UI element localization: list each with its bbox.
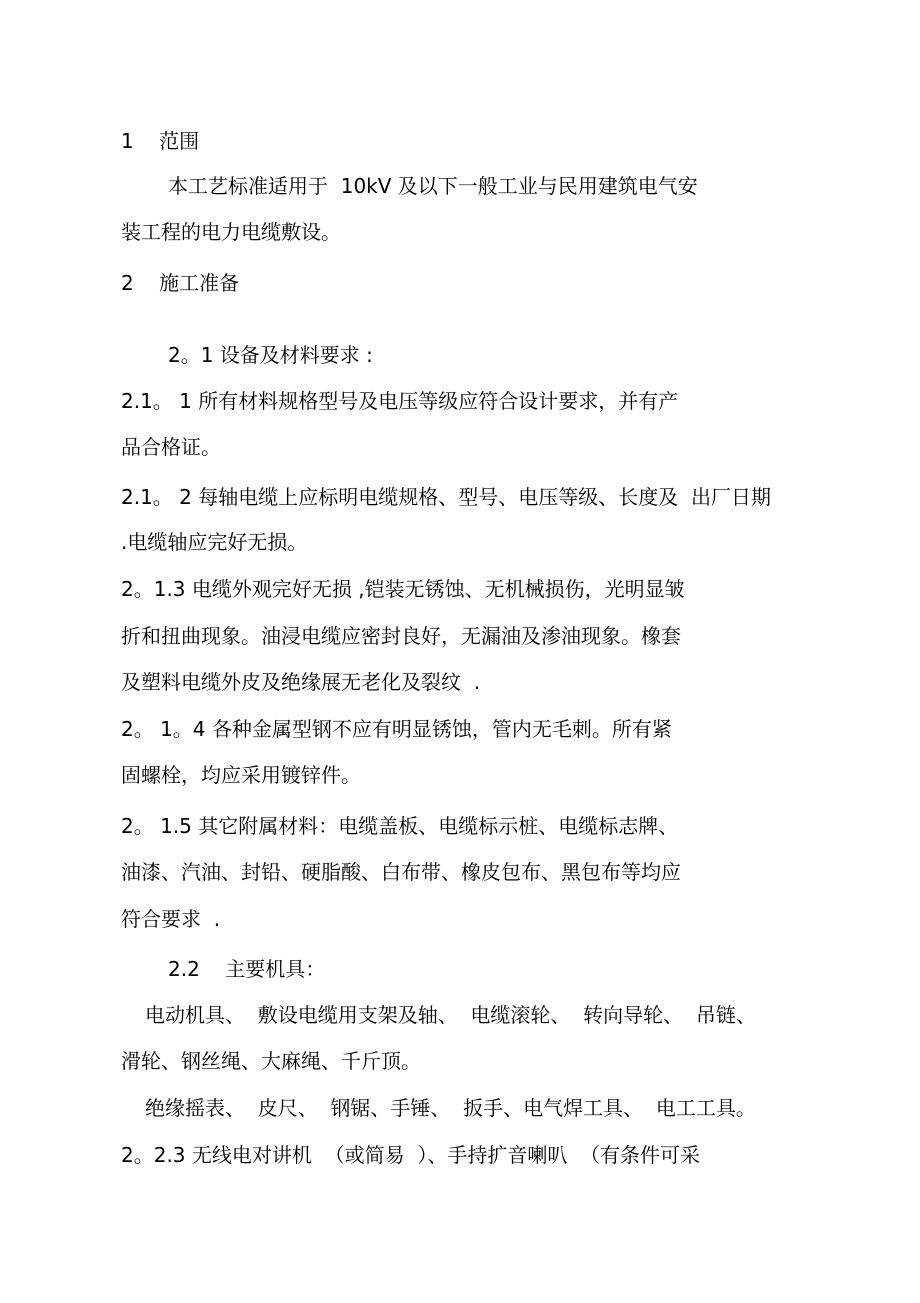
paragraph-line: 品合格证。	[121, 435, 221, 459]
section-1-heading: 1 范围	[121, 129, 200, 153]
paragraph-line: 符合要求 .	[121, 907, 221, 931]
subsection-2-1-heading: 2。1 设备及材料要求 :	[168, 343, 373, 367]
paragraph-line: 2。 1。4 各种金属型钢不应有明显锈蚀，管内无毛刺。所有紧	[121, 717, 672, 741]
paragraph-line: 2。1.3 电缆外观完好无损 ,铠装无锈蚀、无机械损伤，光明显皱	[121, 577, 685, 601]
paragraph-line: 电动机具、 敷设电缆用支架及轴、 电缆滚轮、 转向导轮、 吊链、	[145, 1003, 756, 1027]
paragraph-line: 2。2.3 无线电对讲机 （或简易 ）、手持扩音喇叭 （有条件可采	[121, 1143, 701, 1167]
paragraph-line: 油漆、汽油、封铅、硬脂酸、白布带、橡皮包布、黑包布等均应	[121, 860, 681, 884]
paragraph-line: 2。 1.5 其它附属材料：电缆盖板、电缆标示桩、电缆标志牌、	[121, 814, 679, 838]
paragraph-line: 折和扭曲现象。油浸电缆应密封良好，无漏油及渗油现象。橡套	[121, 624, 681, 648]
paragraph-line: .电缆轴应完好无损。	[121, 530, 308, 554]
paragraph-line: 固螺栓，均应采用镀锌件。	[121, 763, 361, 787]
paragraph-line: 及塑料电缆外皮及绝缘展无老化及裂纹 .	[121, 670, 481, 694]
subsection-2-2-heading: 2.2 主要机具：	[168, 957, 326, 981]
section-2-heading: 2 施工准备	[121, 271, 240, 295]
paragraph-line: 2.1。 2 每轴电缆上应标明电缆规格、型号、电压等级、长度及 出厂日期	[121, 485, 771, 509]
paragraph-line: 滑轮、钢丝绳、大麻绳、千斤顶。	[121, 1049, 421, 1073]
section-1-body-line: 装工程的电力电缆敷设。	[121, 220, 341, 244]
paragraph-line: 2.1。 1 所有材料规格型号及电压等级应符合设计要求，并有产	[121, 389, 679, 413]
section-1-body-line: 本工艺标准适用于 10kV 及以下一般工业与民用建筑电气安	[168, 174, 698, 198]
paragraph-line: 绝缘摇表、 皮尺、 钢锯、手锤、 扳手、电气焊工具、 电工工具。	[145, 1096, 756, 1120]
